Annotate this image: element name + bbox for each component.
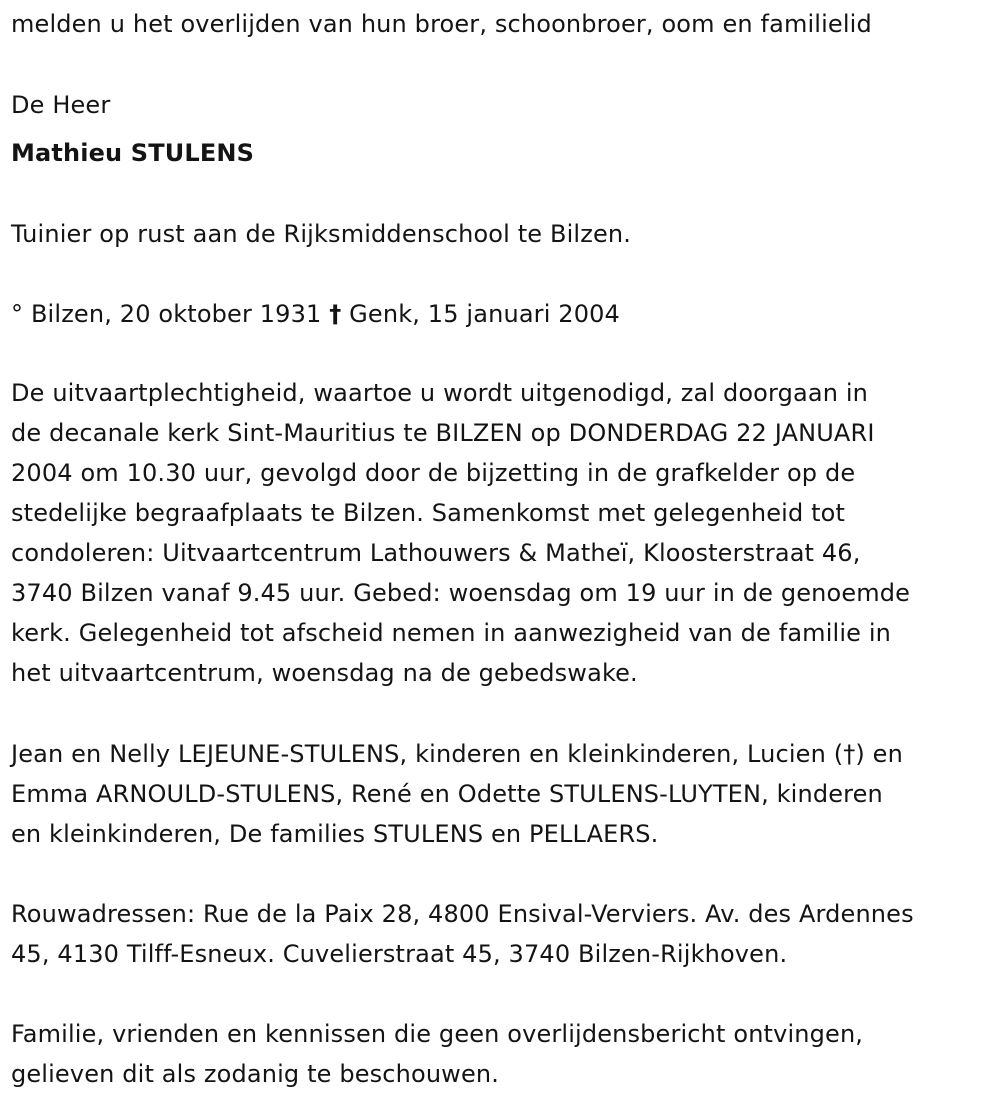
ceremony-line: het uitvaartcentrum, woensdag na de gebedswake. bbox=[11, 659, 638, 687]
birth-symbol: ° bbox=[11, 300, 24, 328]
deceased-name bbox=[11, 133, 254, 173]
title-text: De Heer bbox=[11, 91, 111, 119]
occupation-text: Tuinier op rust aan de Rijksmiddenschool te Bilzen. bbox=[11, 220, 632, 248]
death-date: Genk, 15 januari 2004 bbox=[349, 300, 620, 328]
address-line: Rouwadressen: Rue de la Paix 28, 4800 Ensival-Verviers. Av. des Ardennes bbox=[11, 900, 914, 928]
ceremony-paragraph bbox=[11, 373, 910, 693]
ceremony-line: stedelijke begraafplaats te Bilzen. Samenkomst met gelegenheid tot bbox=[11, 499, 846, 527]
closing-line: Familie, vrienden en kennissen die geen overlijdensbericht ontvingen, bbox=[11, 1020, 864, 1048]
honorific-title bbox=[11, 85, 110, 125]
family-line: en kleinkinderen, De families STULENS en PELLAERS. bbox=[11, 820, 659, 848]
ceremony-line: de decanale kerk Sint-Mauritius te BILZEN op DONDERDAG 22 JANUARI bbox=[11, 419, 875, 447]
address-line: 45, 4130 Tilff-Esneux. Cuvelierstraat 45, 3740 Bilzen-Rijkhoven. bbox=[11, 940, 788, 968]
intro-text: melden u het overlijden van hun broer, schoonbroer, oom en familielid bbox=[11, 10, 872, 38]
ceremony-line: De uitvaartplechtigheid, waartoe u wordt uitgenodigd, zal doorgaan in bbox=[11, 379, 869, 407]
death-cross-icon: † bbox=[329, 300, 342, 328]
ceremony-line: kerk. Gelegenheid tot afscheid nemen in aanwezigheid van de familie in bbox=[11, 619, 892, 647]
ceremony-line: 3740 Bilzen vanaf 9.45 uur. Gebed: woensdag om 19 uur in de genoemde bbox=[11, 579, 911, 607]
intro-paragraph bbox=[11, 4, 872, 44]
ceremony-line: condoleren: Uitvaartcentrum Lathouwers & Matheï, Kloosterstraat 46, bbox=[11, 539, 861, 567]
closing-paragraph bbox=[11, 1014, 863, 1094]
family-line: Emma ARNOULD-STULENS, René en Odette STULENS-LUYTEN, kinderen bbox=[11, 780, 883, 808]
addresses-paragraph bbox=[11, 894, 914, 974]
closing-line: gelieven dit als zodanig te beschouwen. bbox=[11, 1060, 500, 1088]
birth-date: Bilzen, 20 oktober 1931 bbox=[30, 300, 322, 328]
name-text: Mathieu STULENS bbox=[11, 139, 255, 167]
life-dates-line bbox=[11, 294, 620, 334]
family-line: Jean en Nelly LEJEUNE-STULENS, kinderen en kleinkinderen, Lucien (†) en bbox=[11, 740, 903, 768]
life-dates bbox=[11, 294, 620, 334]
ceremony-line: 2004 om 10.30 uur, gevolgd door de bijzetting in de grafkelder op de bbox=[11, 459, 856, 487]
occupation-paragraph bbox=[11, 214, 631, 254]
family-paragraph bbox=[11, 734, 903, 854]
